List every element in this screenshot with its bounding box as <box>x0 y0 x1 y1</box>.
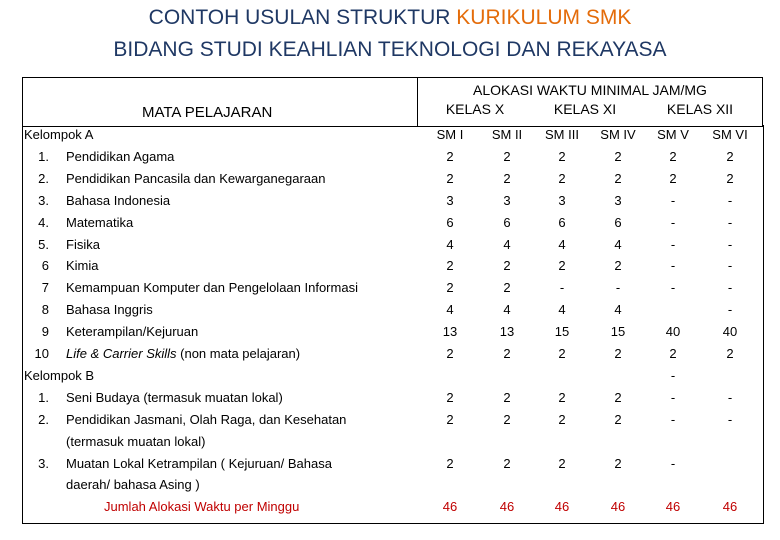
group-a-row5-sm4: 4 <box>614 236 622 252</box>
group-a-row10-sm5: 2 <box>669 346 677 361</box>
subject-name-rest: (non mata pelajaran) <box>176 346 301 361</box>
subject-name: Kimia <box>66 258 99 274</box>
group-a-row4-sm6: - <box>727 214 733 230</box>
title-highlight: KURIKULUM SMK <box>456 6 632 29</box>
group-a-row8-sm2: 4 <box>503 302 511 318</box>
semester-header-1: SM I <box>436 127 464 142</box>
semester-header-2: SM II <box>491 127 523 142</box>
row-number: 7 <box>41 280 49 296</box>
group-a-row5-sm6: - <box>727 236 733 252</box>
subject-name-italic: Life & Carrier Skills <box>66 346 177 361</box>
group-b-row2-sm2: 2 <box>503 411 511 427</box>
group-b-row3-sm1: 2 <box>446 455 454 471</box>
group-a-row6-sm4: 2 <box>614 258 622 274</box>
semester-header-4: SM IV <box>600 127 636 142</box>
group-b-row3-sm4: 2 <box>614 455 622 471</box>
group-a-row7-sm4: - <box>615 280 621 296</box>
subject-name-continued: daerah/ bahasa Asing ) <box>66 477 200 493</box>
group-b-row1-sm4: 2 <box>614 389 622 405</box>
group-a-row5-sm3: 4 <box>558 236 566 252</box>
group-a-row10-sm3: 2 <box>558 346 566 361</box>
group-a-row5-sm2: 4 <box>503 236 511 252</box>
group-b-row3-sm5: - <box>670 455 676 471</box>
group-b-extra-dash: - <box>670 367 676 383</box>
group-a-row2-sm4: 2 <box>614 170 622 186</box>
group-a-row8-sm3: 4 <box>558 302 566 318</box>
group-a-row10-sm4: 2 <box>614 346 622 361</box>
group-a-row1-sm6: 2 <box>726 148 734 164</box>
page-title-line1 <box>0 6 780 30</box>
subject-name: Kemampuan Komputer dan Pengelolaan Informasi <box>66 280 358 296</box>
group-a-row8-sm6: - <box>727 302 733 318</box>
total-sm6: 46 <box>722 499 738 515</box>
group-a-row2-sm2: 2 <box>503 170 511 186</box>
class-x-header: KELAS X <box>445 101 505 117</box>
class-xi-header: KELAS XI <box>553 101 617 117</box>
group-a-row2-sm6: 2 <box>726 170 734 186</box>
group-b-row2-sm4: 2 <box>614 411 622 427</box>
group-a-row6-sm2: 2 <box>503 258 511 274</box>
row-number: 1. <box>38 389 49 405</box>
group-b-row2-sm3: 2 <box>558 411 566 427</box>
group-a-row2-sm5: 2 <box>669 170 677 186</box>
row-number: 5. <box>38 236 49 252</box>
group-b-row1-sm3: 2 <box>558 389 566 405</box>
group-a-row9-sm4: 15 <box>610 324 626 340</box>
group-a-row1-sm3: 2 <box>558 148 566 164</box>
group-b-row2-sm6: - <box>727 411 733 427</box>
group-a-row9-sm1: 13 <box>442 324 458 340</box>
total-sm1: 46 <box>442 499 458 515</box>
semester-header-3: SM III <box>545 127 579 142</box>
group-a-row7-sm3: - <box>559 280 565 296</box>
group-a-row10-sm1: 2 <box>446 346 454 361</box>
group-a-row6-sm1: 2 <box>446 258 454 274</box>
group-b-row3-sm2: 2 <box>503 455 511 471</box>
allocation-header: ALOKASI WAKTU MINIMAL JAM/MG <box>473 82 707 98</box>
row-number: 1. <box>38 148 49 164</box>
group-a-row7-sm6: - <box>727 280 733 296</box>
row-number: 6 <box>41 258 49 274</box>
subject-name: Pendidikan Pancasila dan Kewarganegaraan <box>66 170 326 186</box>
group-a-row3-sm1: 3 <box>446 192 454 208</box>
group-a-row1-sm4: 2 <box>614 148 622 164</box>
group-a-row6-sm5: - <box>670 258 676 274</box>
group-a-row8-sm4: 4 <box>614 302 622 318</box>
group-a-row5-sm1: 4 <box>446 236 454 252</box>
page-title-line2: BIDANG STUDI KEAHLIAN TEKNOLOGI DAN REKAYASA <box>113 38 667 61</box>
total-sm2: 46 <box>499 499 515 515</box>
group-a-row6-sm3: 2 <box>558 258 566 274</box>
subject-name: Matematika <box>66 214 134 230</box>
group-a-row1-sm1: 2 <box>446 148 454 164</box>
group-a-row6-sm6: - <box>727 258 733 274</box>
group-a-row3-sm5: - <box>670 192 676 208</box>
group-b-row1-sm5: - <box>670 389 676 405</box>
group-a-row4-sm5: - <box>670 214 676 230</box>
total-label: Jumlah Alokasi Waktu per Minggu <box>104 499 300 515</box>
subject-name: Muatan Lokal Ketrampilan ( Kejuruan/ Bahasa <box>66 455 332 471</box>
group-b-row2-sm1: 2 <box>446 411 454 427</box>
subject-name: Bahasa Inggris <box>66 302 153 318</box>
row-number: 4. <box>38 214 49 230</box>
group-b-row2-sm5: - <box>670 411 676 427</box>
group-a-row4-sm2: 6 <box>503 214 511 230</box>
group-b-row1-sm6: - <box>727 389 733 405</box>
class-xii-header: KELAS XII <box>666 101 734 117</box>
row-number: 2. <box>38 411 49 427</box>
subject-name: Bahasa Indonesia <box>66 192 171 208</box>
group-a-row7-sm1: 2 <box>446 280 454 296</box>
group-a-row7-sm2: 2 <box>503 280 511 296</box>
group-a-row4-sm1: 6 <box>446 214 454 230</box>
row-number: 10 <box>34 346 49 361</box>
group-a-label: Kelompok A <box>24 127 94 142</box>
subject-name: Seni Budaya (termasuk muatan lokal) <box>66 389 283 405</box>
total-sm5: 46 <box>665 499 681 515</box>
subject-name-continued: (termasuk muatan lokal) <box>66 433 206 449</box>
group-a-row5-sm5: - <box>670 236 676 252</box>
group-a-row4-sm4: 6 <box>614 214 622 230</box>
group-a-row9-sm2: 13 <box>499 324 515 340</box>
group-a-row7-sm5: - <box>670 280 676 296</box>
group-a-row8-sm1: 4 <box>446 302 454 318</box>
row-number: 9 <box>41 324 49 340</box>
total-sm4: 46 <box>610 499 626 515</box>
subject-column-header: MATA PELAJARAN <box>142 104 273 121</box>
total-sm3: 46 <box>554 499 570 515</box>
semester-header-5: SM V <box>657 127 689 142</box>
group-b-label: Kelompok B <box>24 367 95 383</box>
row-number: 3. <box>38 455 49 471</box>
group-a-row3-sm4: 3 <box>614 192 622 208</box>
group-a-row9-sm6: 40 <box>722 324 738 340</box>
subject-name: Keterampilan/Kejuruan <box>66 324 199 340</box>
group-a-row3-sm3: 3 <box>558 192 566 208</box>
group-a-row10-sm6: 2 <box>726 346 734 361</box>
group-a-row9-sm3: 15 <box>554 324 570 340</box>
group-a-row3-sm6: - <box>727 192 733 208</box>
group-a-row2-sm1: 2 <box>446 170 454 186</box>
semester-header-6: SM VI <box>712 127 748 142</box>
subject-name: Pendidikan Agama <box>66 148 175 164</box>
group-a-row9-sm5: 40 <box>665 324 681 340</box>
group-b-row1-sm1: 2 <box>446 389 454 405</box>
row-number: 2. <box>38 170 49 186</box>
row-number: 3. <box>38 192 49 208</box>
group-b-row1-sm2: 2 <box>503 389 511 405</box>
subject-name: Fisika <box>66 236 100 252</box>
group-a-row4-sm3: 6 <box>558 214 566 230</box>
group-a-row2-sm3: 2 <box>558 170 566 186</box>
group-a-row10-sm2: 2 <box>503 346 511 361</box>
subject-name <box>66 346 300 361</box>
title-prefix: CONTOH USULAN STRUKTUR <box>148 6 457 29</box>
group-b-row3-sm3: 2 <box>558 455 566 471</box>
group-a-row1-sm2: 2 <box>503 148 511 164</box>
group-a-row1-sm5: 2 <box>669 148 677 164</box>
subject-name: Pendidikan Jasmani, Olah Raga, dan Kesehatan <box>66 411 347 427</box>
row-number: 8 <box>41 302 49 318</box>
group-a-row3-sm2: 3 <box>503 192 511 208</box>
